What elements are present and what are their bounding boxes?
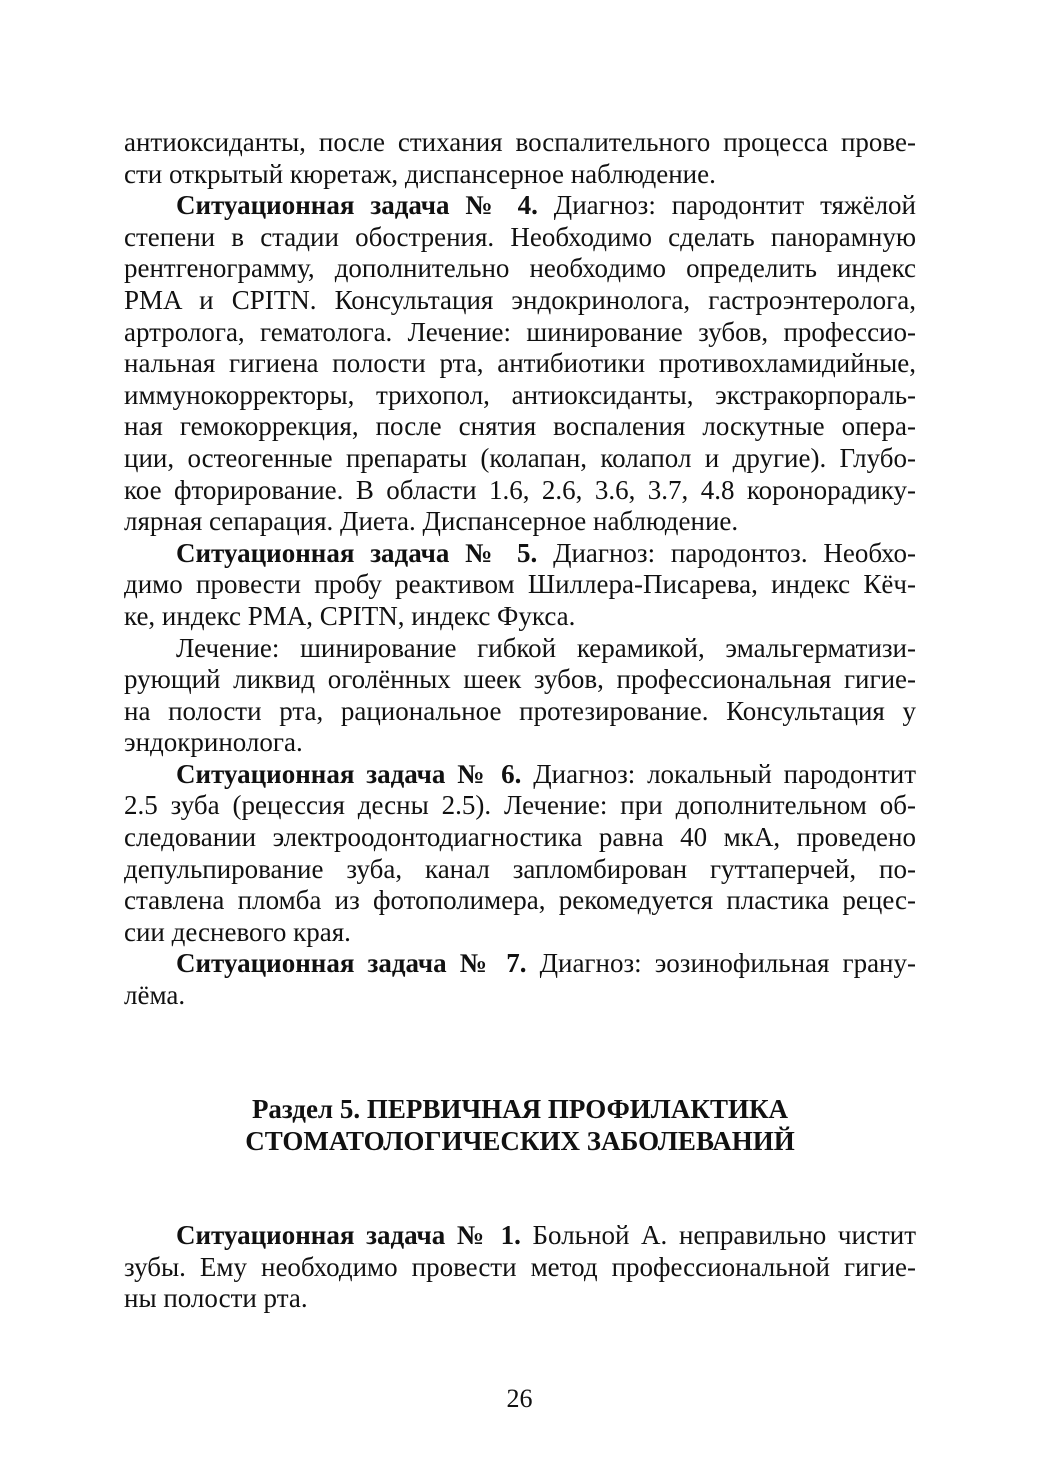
task-4-label: Ситуационная задача № 4.	[176, 190, 538, 221]
task-1-first-line	[124, 1220, 916, 1252]
text-line: рентгенограмму, дополнительно необходимо определить индекс	[124, 253, 916, 284]
text-line: ции, остеогенные препараты (колапан, колапол и другие). Глубо-	[124, 442, 916, 473]
text-line: PMA и CPITN. Консультация эндокринолога, гастроэнтеролога,	[124, 284, 916, 315]
task-1-label: Ситуационная задача № 1.	[176, 1220, 521, 1250]
text-line: Лечение: шинирование гибкой керамикой, эмальгерматизи-	[176, 632, 916, 663]
text-line: кое фторирование. В области 1.6, 2.6, 3.6, 3.7, 4.8 коронорадику-	[124, 474, 916, 505]
text-line: лёма.	[124, 980, 186, 1011]
text-line: нальная гигиена полости рта, антибиотики противохламидийные,	[124, 348, 916, 379]
body-text	[124, 127, 916, 1012]
task-4-first-line	[124, 190, 916, 222]
text-line: зубы. Ему необходимо провести метод профессиональной гигие-	[124, 1251, 916, 1282]
task-7-first-line	[124, 948, 916, 980]
text-line: эндокринолога.	[124, 727, 303, 758]
task-6-first-text: Диагноз: локальный пародонтит	[521, 758, 916, 789]
text-line: сии десневого края.	[124, 916, 351, 947]
task-1-first-text: Больной А. неправильно чистит	[520, 1220, 916, 1250]
task-5-first-text: Диагноз: пародонтоз. Необхо-	[537, 537, 916, 568]
section-body-text	[124, 1220, 916, 1315]
task-6-label: Ситуационная задача № 6.	[176, 758, 522, 789]
text-line: иммунокорректоры, трихопол, антиоксиданты, экстракорпораль-	[124, 379, 916, 410]
text-line: депульпирование зуба, канал запломбирован гуттаперчей, по-	[124, 853, 916, 884]
text-line: ставлена пломба из фотополимера, рекомедуется пластика рецес-	[124, 885, 916, 916]
text-line: степени в стадии обострения. Необходимо сделать панорамную	[124, 221, 916, 252]
text-line: антиоксиданты, после стихания воспалительного процесса прове-	[124, 127, 916, 157]
text-line: 2.5 зуба (рецессия десны 2.5). Лечение: при дополнительном об-	[124, 790, 916, 821]
text-line: рующий ликвид оголённых шеек зубов, профессиональная гигие-	[124, 664, 916, 695]
text-line: сти открытый кюретаж, диспансерное наблюдение.	[124, 158, 716, 189]
text-line: лярная сепарация. Диета. Диспансерное наблюдение.	[124, 506, 739, 537]
task-6-first-line	[124, 759, 916, 791]
text-line: димо провести пробу реактивом Шиллера-Писарева, индекс Кёч-	[124, 569, 916, 600]
text-line: ная гемокоррекция, после снятия воспаления лоскутные опера-	[124, 411, 916, 442]
text-line: следовании электроодонтодиагностика равна 40 мкА, проведено	[124, 822, 916, 853]
section-heading-line-2: СТОМАТОЛОГИЧЕСКИХ ЗАБОЛЕВАНИЙ	[245, 1126, 795, 1156]
task-7-label: Ситуационная задача № 7.	[176, 948, 527, 979]
task-4-first-text: Диагноз: пародонтит тяжёлой	[537, 190, 916, 221]
text-line: ке, индекс PMA, CPITN, индекс Фукса.	[124, 600, 576, 631]
task-5-first-line	[124, 538, 916, 570]
task-5-label: Ситуационная задача № 5.	[176, 537, 538, 568]
section-heading	[124, 1093, 916, 1157]
text-line: ны полости рта.	[124, 1283, 308, 1314]
text-line: артролога, гематолога. Лечение: шинирование зубов, профессио-	[124, 316, 916, 347]
section-heading-line-1: Раздел 5. ПЕРВИЧНАЯ ПРОФИЛАКТИКА	[251, 1094, 789, 1124]
text-line: на полости рта, рациональное протезирование. Консультация у	[124, 695, 916, 726]
task-7-first-text: Диагноз: эозинофильная грану-	[526, 948, 916, 979]
page-number: 26	[506, 1384, 533, 1413]
